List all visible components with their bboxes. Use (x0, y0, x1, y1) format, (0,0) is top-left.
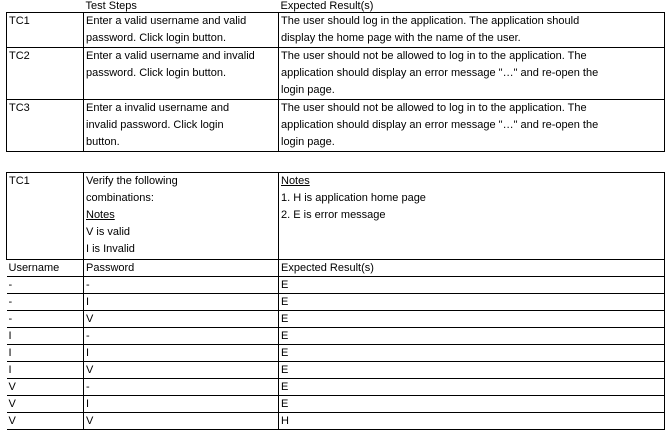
test-case-id: TC2 (7, 48, 84, 100)
expected-cell: E (279, 328, 665, 345)
password-cell: V (84, 311, 279, 328)
test-steps-cell (84, 48, 279, 100)
password-cell: I (84, 294, 279, 311)
expected-cell: H (279, 413, 665, 430)
test-cases-table (6, 0, 665, 152)
expected-result-cell (279, 48, 665, 100)
password-cell: - (84, 379, 279, 396)
header-expected-results: Expected Result(s) (279, 260, 665, 277)
notes-line: 1. H is application home page (281, 192, 426, 204)
username-cell: - (7, 277, 84, 294)
table-row (7, 379, 665, 396)
table-row (7, 345, 665, 362)
password-cell: - (84, 328, 279, 345)
expected-cell: E (279, 294, 665, 311)
table-row (7, 277, 665, 294)
table-row (7, 413, 665, 430)
test-case-id: TC1 (7, 173, 84, 260)
header-empty-cell (7, 0, 84, 13)
username-cell: I (7, 362, 84, 379)
table-row (7, 362, 665, 379)
table-row (7, 294, 665, 311)
password-cell: I (84, 396, 279, 413)
text-line: display the home page with the name of the user. (281, 32, 521, 44)
test-case-id: TC3 (7, 100, 84, 152)
table-row (7, 396, 665, 413)
legend-line: I is Invalid (86, 243, 135, 255)
password-cell: V (84, 362, 279, 379)
verify-combinations-cell (84, 173, 279, 260)
table-row (7, 100, 665, 152)
text-line: button. (86, 136, 120, 148)
expected-notes-cell (279, 173, 665, 260)
text-line: application should display an error message "…" and re-open the (281, 119, 599, 131)
notes-title: Notes (281, 175, 310, 187)
expected-cell: E (279, 396, 665, 413)
password-cell: V (84, 413, 279, 430)
expected-result-cell (279, 13, 665, 48)
expected-result-cell (279, 100, 665, 152)
username-cell: I (7, 345, 84, 362)
expected-cell: E (279, 277, 665, 294)
table-header-row (7, 0, 665, 13)
legend-line: V is valid (86, 226, 131, 238)
header-expected-results: Expected Result(s) (279, 0, 665, 13)
username-cell: - (7, 311, 84, 328)
text-line: Enter a valid username and valid (86, 15, 247, 27)
text-line: Verify the following (86, 175, 178, 187)
header-username: Username (7, 260, 84, 277)
text-line: invalid password. Click login (86, 119, 224, 131)
text-line: The user should not be allowed to log in to the application. The (281, 50, 587, 62)
table-row (7, 328, 665, 345)
notes-line: 2. E is error message (281, 209, 386, 221)
header-password: Password (84, 260, 279, 277)
expected-cell: E (279, 379, 665, 396)
username-cell: V (7, 413, 84, 430)
text-line: application should display an error message "…" and re-open the (281, 67, 599, 79)
combinations-intro-row (7, 173, 665, 260)
combinations-header-row (7, 260, 665, 277)
test-steps-cell (84, 13, 279, 48)
expected-cell: E (279, 362, 665, 379)
password-cell: I (84, 345, 279, 362)
text-line: login page. (281, 84, 335, 96)
table-row (7, 48, 665, 100)
text-line: login page. (281, 136, 335, 148)
text-line: The user should log in the application. The application should (281, 15, 580, 27)
username-cell: I (7, 328, 84, 345)
password-cell: - (84, 277, 279, 294)
table-row (7, 311, 665, 328)
text-line: password. Click login button. (86, 32, 227, 44)
text-line: password. Click login button. (86, 67, 227, 79)
text-line: The user should not be allowed to log in to the application. The (281, 102, 587, 114)
header-test-steps: Test Steps (84, 0, 279, 13)
expected-cell: E (279, 345, 665, 362)
table-row (7, 13, 665, 48)
text-line: Enter a invalid username and (86, 102, 230, 114)
text-line: Enter a valid username and invalid (86, 50, 255, 62)
test-steps-cell (84, 100, 279, 152)
text-line: combinations: (86, 192, 154, 204)
combinations-table (6, 172, 665, 430)
username-cell: V (7, 379, 84, 396)
username-cell: - (7, 294, 84, 311)
expected-cell: E (279, 311, 665, 328)
username-cell: V (7, 396, 84, 413)
notes-title: Notes (86, 209, 115, 221)
test-case-id: TC1 (7, 13, 84, 48)
